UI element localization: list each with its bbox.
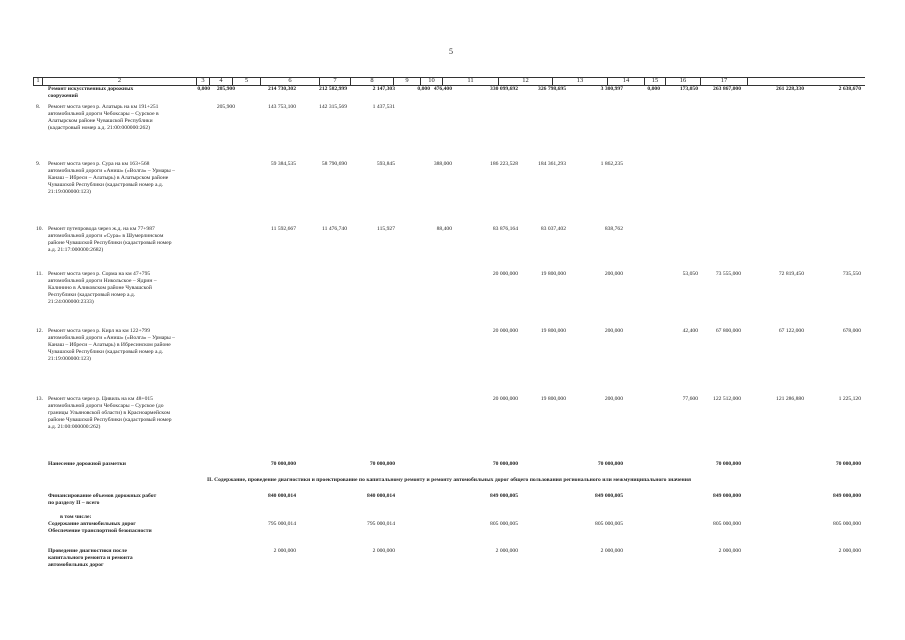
item-row-4-col-14: 53,050 (682, 271, 698, 277)
item-row-3-col-12: 838,762 (604, 226, 623, 232)
financing-row-col-12: 849 000,005 (595, 493, 623, 499)
row-description: Ремонт моста через р. Сура на км 163+568 автомобильной дороги «Аниш» («Волга» – Урмары – Канаш – Ибреси – Алатырь) в Алатырском районе Чувашской Республики (кадастровый номер а.д. 21:19:000000:123) (48, 161, 175, 195)
summary-row-col-16: 261 228,330 (776, 86, 804, 92)
item-row-5-col-12: 200,000 (604, 328, 623, 334)
header-col-8: 8 (350, 77, 393, 85)
item-row-1-col-6: 142 315,569 (319, 104, 347, 110)
row-description: Ремонт путепровода через ж.д. на км 77+987 автомобильной дороги «Сура» в Шумерлинском районе Чувашской Республики (кадастровый номер а.д. 21:17:000000:2682) (48, 226, 172, 253)
row-number: 11. (36, 271, 43, 277)
item-row-3-col-6: 11 476,740 (322, 226, 347, 232)
row-description: Ремонт моста через р. Сорма на км 47+795 автомобильной дороги Никольское – Ядрин – Калинино в Аликовском районе Чувашской Республики (кадастровый номер а.д. 21:24:000000:2333) (48, 271, 157, 305)
header-col-16: 16 (665, 77, 700, 85)
header-col-11: 11 (442, 77, 498, 85)
header-col-14: 14 (607, 77, 644, 85)
item-row-2-col-10: 186 223,528 (490, 161, 518, 167)
column-number-header (33, 77, 865, 85)
summary-row-col-4: 205,900 (216, 86, 235, 92)
item-row-1-col-7: 1 437,531 (372, 104, 395, 110)
row-number: 12. (36, 328, 43, 334)
row-number: 8. (36, 104, 41, 110)
summary-row-col-3: 0,000 (197, 86, 210, 92)
financing-row-col-17: 849 000,000 (833, 493, 861, 499)
item-row-2-col-7: 593,845 (376, 161, 395, 167)
summary-row-col-15: 263 867,000 (713, 86, 741, 92)
item-row-5-col-15: 67 800,000 (715, 328, 741, 334)
maintenance-row-name: Содержание автомобильных дорог (48, 521, 136, 527)
item-row-5-col-10: 20 000,000 (492, 328, 518, 334)
maintenance-row-col-10: 805 000,005 (490, 521, 518, 527)
marking-row-col-17: 70 000,000 (835, 461, 861, 467)
item-row-6-col-14: 77,600 (682, 396, 698, 402)
diagnostics-row-name: Проведение диагностики после капитального ремонта и ремонта автомобильных дорог (48, 548, 133, 568)
summary-row-col-8: 0,000 (417, 86, 430, 92)
header-col-3: 3 (196, 77, 209, 85)
financing-row-col-5: 840 000,014 (268, 493, 296, 499)
item-row-3-col-10: 83 876,164 (492, 226, 518, 232)
header-col-12: 12 (498, 77, 552, 85)
row-description: Ремонт моста через р. Кирл на км 122+799 автомобильной дороги «Аниш» («Волга» – Урмары – Канаш – Ибреси – Алатырь) в Ибресинском районе Чувашской Республики (кадастровый номер а.д. 21:19:000000:123) (48, 328, 175, 362)
row-description: Ремонт моста через р. Цивиль на км 48+015 автомобильной дороги Чебоксары – Сурское (до границы Ульяновской области) в Красноармейском районе Чувашской Республики (кадастровый номер а.д. 21:00:000000:262) (48, 396, 172, 430)
financing-row-col-15: 849 000,000 (713, 493, 741, 499)
summary-row-col-6: 212 582,999 (319, 86, 347, 92)
item-row-4-col-11: 19 800,000 (540, 271, 566, 277)
item-row-6-col-10: 20 000,000 (492, 396, 518, 402)
item-row-5-col-14: 42,400 (682, 328, 698, 334)
summary-row-col-14: 173,050 (679, 86, 698, 92)
item-row-4-col-12: 200,000 (604, 271, 623, 277)
header-col-7: 7 (319, 77, 350, 85)
header-col-15: 15 (644, 77, 665, 85)
item-row-3-col-7: 115,927 (377, 226, 395, 232)
marking-row-col-7: 70 000,000 (369, 461, 395, 467)
item-row-6-col-12: 200,000 (604, 396, 623, 402)
item-row-4-col-16: 72 819,450 (778, 271, 804, 277)
item-row-5-col-17: 678,000 (842, 328, 861, 334)
item-row-4-col-17: 735,550 (842, 271, 861, 277)
row-number: 10. (36, 226, 43, 232)
header-col-1: 1 (33, 77, 42, 85)
diagnostics-row-col-7: 2 000,000 (372, 548, 395, 554)
header-col-10: 10 (420, 77, 442, 85)
item-row-6-col-11: 19 800,000 (540, 396, 566, 402)
item-row-2-col-6: 58 790,690 (321, 161, 347, 167)
marking-row-col-15: 70 000,000 (715, 461, 741, 467)
item-row-6-col-15: 122 512,000 (713, 396, 741, 402)
item-row-3-col-9: 88,400 (436, 226, 452, 232)
row-number: 13. (36, 396, 43, 402)
row-description: Ремонт моста через р. Алатырь на км 191+251 автомобильной дороги Чебоксары – Сурское в Алатырском районе Чувашской Республики (кадастровый номер а.д. 21:00:000000:262) (48, 104, 159, 131)
section-title: II. Содержание, проведение диагностики и проектирование по капитальному ремонту и ремонту автомобильных дорог общего пользования регионального или межмуниципального значения (206, 477, 692, 483)
item-row-3-col-11: 83 037,402 (540, 226, 566, 232)
maintenance-row-col-17: 805 000,000 (833, 521, 861, 527)
item-row-2-col-11: 184 361,293 (538, 161, 566, 167)
summary-row-col-11: 326 798,695 (538, 86, 566, 92)
header-col-13: 13 (552, 77, 607, 85)
diagnostics-row-col-15: 2 000,000 (718, 548, 741, 554)
item-row-4-col-15: 73 555,000 (715, 271, 741, 277)
diagnostics-row-col-12: 2 000,000 (600, 548, 623, 554)
diagnostics-row-col-17: 2 000,000 (838, 548, 861, 554)
item-row-5-col-11: 19 800,000 (540, 328, 566, 334)
item-row-2-col-5: 59 384,535 (270, 161, 296, 167)
item-row-2-col-9: 388,000 (433, 161, 452, 167)
page-number: 5 (449, 47, 453, 56)
maintenance-row-col-5: 795 000,014 (268, 521, 296, 527)
summary-row-col-17: 2 638,670 (838, 86, 861, 92)
item-row-2-col-12: 1 862,235 (600, 161, 623, 167)
summary-row-col-10: 330 099,692 (490, 86, 518, 92)
marking-row-col-10: 70 000,000 (492, 461, 518, 467)
marking-row-col-12: 70 000,000 (597, 461, 623, 467)
summary-row-col-9: 476,400 (433, 86, 452, 92)
summary-row-col-12: 3 300,997 (600, 86, 623, 92)
maintenance-row-col-7: 795 000,014 (367, 521, 395, 527)
maintenance-row-col-12: 805 000,005 (595, 521, 623, 527)
header-col-4: 4 (209, 77, 232, 85)
summary-row-col-13: 0,000 (647, 86, 660, 92)
item-row-3-col-5: 11 592,667 (271, 226, 296, 232)
item-row-6-col-16: 121 286,880 (776, 396, 804, 402)
safety-label: Обеспечение транспортной безопасности (48, 528, 152, 534)
financing-row-col-7: 840 000,014 (367, 493, 395, 499)
summary-row-col-7: 2 147,303 (372, 86, 395, 92)
summary-row-col-5: 214 730,302 (268, 86, 296, 92)
item-row-4-col-10: 20 000,000 (492, 271, 518, 277)
marking-row-col-5: 70 000,000 (270, 461, 296, 467)
summary-row-name: Ремонт искусственных дорожных сооружений (48, 86, 134, 99)
incl-label: в том числе: (60, 514, 92, 520)
maintenance-row-col-15: 805 000,000 (713, 521, 741, 527)
marking-row-name: Нанесение дорожной разметки (48, 461, 126, 467)
header-col-2: 2 (42, 77, 196, 85)
item-row-6-col-17: 1 225,120 (838, 396, 861, 402)
header-col-6: 6 (260, 77, 319, 85)
diagnostics-row-col-10: 2 000,000 (495, 548, 518, 554)
header-col-9: 9 (393, 77, 420, 85)
header-col-17: 17 (700, 77, 748, 85)
diagnostics-row-col-5: 2 000,000 (273, 548, 296, 554)
header-col-5: 5 (232, 77, 260, 85)
item-row-1-col-4: 205,900 (216, 104, 235, 110)
item-row-1-col-5: 143 753,100 (268, 104, 296, 110)
financing-row-name: Финансирование объемов дорожных работ по разделу II – всего (48, 493, 157, 506)
row-number: 9. (36, 161, 41, 167)
item-row-5-col-16: 67 122,000 (778, 328, 804, 334)
financing-row-col-10: 849 000,005 (490, 493, 518, 499)
